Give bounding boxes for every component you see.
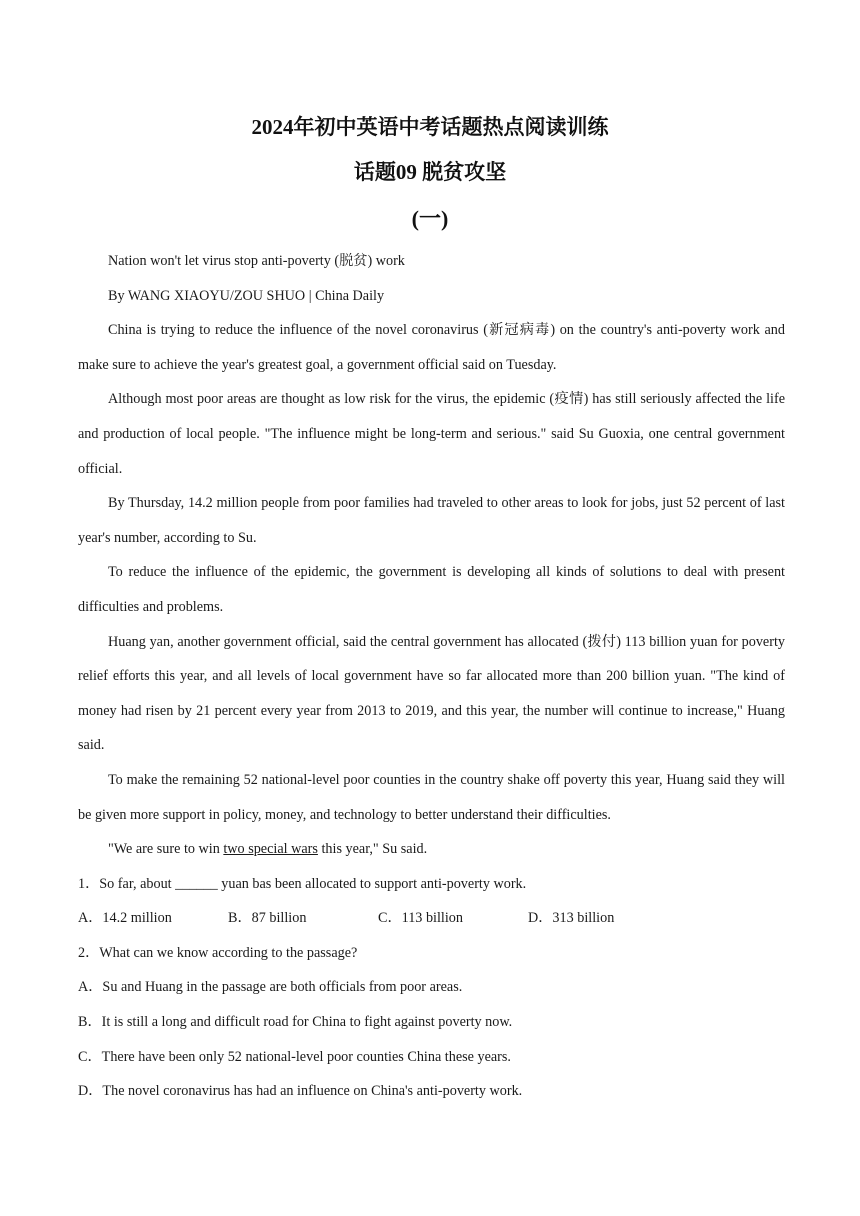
question-2-option-c: C．There have been only 52 national-level poor counties China these years. xyxy=(78,1048,511,1065)
article-paragraph-7 xyxy=(78,832,785,867)
question-1-option-a: A．14.2 million xyxy=(78,910,172,927)
question-1-option-d: D．313 billion xyxy=(528,910,615,927)
question-2-option-b: B．It is still a long and difficult road for China to fight against poverty now. xyxy=(78,1014,513,1031)
document-title: 2024年初中英语中考话题热点阅读训练 xyxy=(251,115,609,139)
question-1-option-c: C．113 billion xyxy=(378,910,463,927)
question-2-option-d: D．The novel coronavirus has had an influence on China's anti-poverty work. xyxy=(78,1083,523,1100)
article-byline: By WANG XIAOYU/ZOU SHUO | China Daily xyxy=(108,287,385,304)
article-headline: Nation won't let virus stop anti-poverty (脱贫) work xyxy=(108,253,405,269)
quote-start: "We are sure to win xyxy=(108,841,224,858)
question-2-option-a: A．Su and Huang in the passage are both officials from poor areas. xyxy=(78,979,463,996)
article-paragraph-5: Huang yan, another government official, said the central government has allocated (拨付) 113 billion yuan for poverty relief efforts this year, and all levels of local government have so far allocated more than 200 billion yuan. "The kind of money had risen by 21 percent every year from 2013 to 2019, and this year, the number will continue to increase," Huang said. xyxy=(78,633,785,754)
article-paragraph-2: Although most poor areas are thought as low risk for the virus, the epidemic (疫情) has still seriously affected the life and production of local people. "The influence might be long-term and serious." said Su Guoxia, one central government official. xyxy=(78,391,785,477)
article-paragraph-1: China is trying to reduce the influence of the novel coronavirus (新冠病毒) on the country's anti-poverty work and make sure to achieve the year's greatest goal, a government official said on Tuesday. xyxy=(78,322,785,373)
article-paragraph-3: By Thursday, 14.2 million people from poor families had traveled to other areas to look for jobs, just 52 percent of last year's number, according to Su. xyxy=(78,495,785,546)
section-number: (一) xyxy=(411,206,449,231)
question-1-stem: 1．So far, about ______ yuan bas been allocated to support anti-poverty work. xyxy=(78,875,527,892)
quote-end: this year," Su said. xyxy=(317,841,428,858)
question-1-option-b: B．87 billion xyxy=(228,910,307,927)
article-paragraph-4: To reduce the influence of the epidemic, the government is developing all kinds of solutions to deal with present difficulties and problems. xyxy=(78,564,785,615)
question-1-options xyxy=(78,901,785,936)
topic-title: 话题09 脱贫攻坚 xyxy=(353,160,507,184)
question-2-stem: 2．What can we know according to the passage? xyxy=(78,944,358,961)
underlined-phrase: two special wars xyxy=(223,841,318,858)
reading-content xyxy=(78,244,785,1109)
article-paragraph-6: To make the remaining 52 national-level poor counties in the country shake off poverty this year, Huang said they will be given more support in policy, money, and technology to better understand their difficulties. xyxy=(78,771,785,823)
